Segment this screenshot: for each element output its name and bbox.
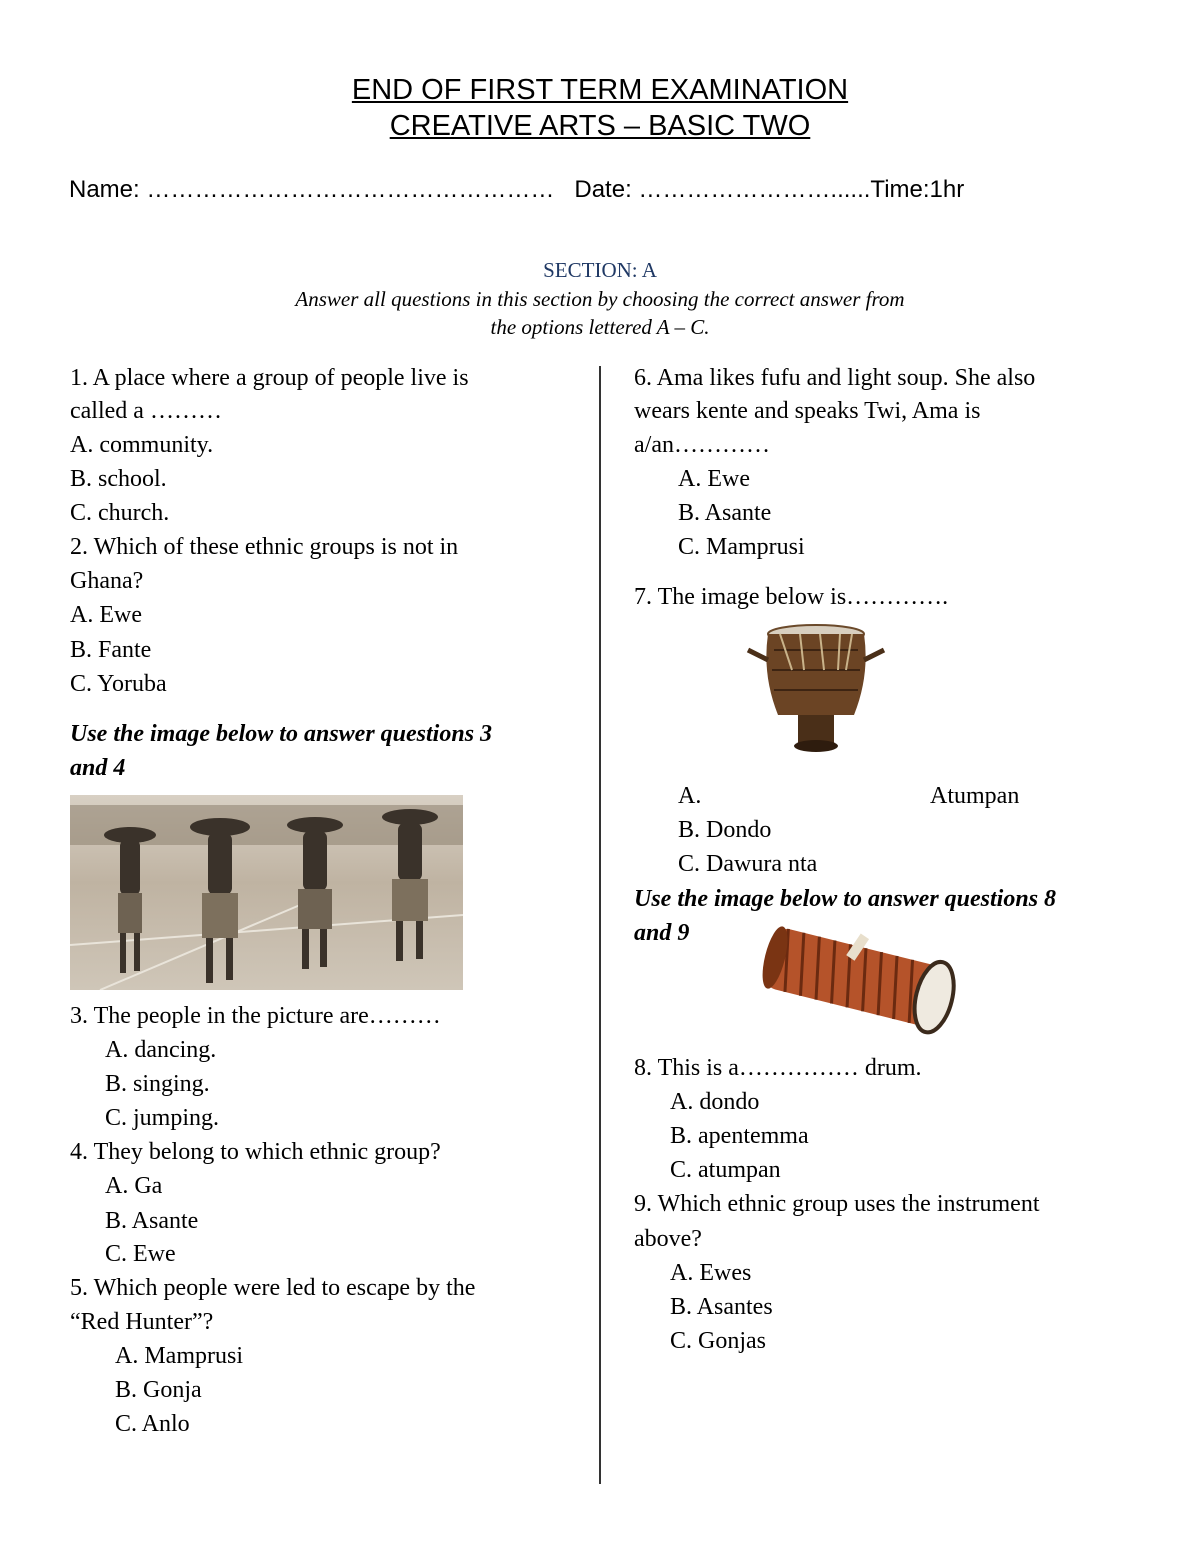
question-text: 5. Which people were led to escape by the xyxy=(70,1275,476,1301)
section-instruction-line1: Answer all questions in this section by choosing the correct answer from xyxy=(295,287,905,311)
option-a: A. Ewe xyxy=(678,466,750,492)
option-a: A. Ewe xyxy=(70,602,142,628)
option-b: B. apentemma xyxy=(670,1123,809,1149)
option-c: C. Gonjas xyxy=(670,1328,766,1354)
column-divider xyxy=(599,366,601,1484)
question-text: called a ……… xyxy=(70,398,222,424)
option-b: B. Dondo xyxy=(678,817,772,843)
option-a: A. Ewes xyxy=(670,1260,752,1286)
section-heading: SECTION: A xyxy=(543,258,657,282)
time-label: Time:1hr xyxy=(870,176,965,203)
image-note-q3-q4: Use the image below to answer questions 3 xyxy=(70,721,493,747)
option-a: A. dondo xyxy=(670,1089,760,1115)
question-text: 2. Which of these ethnic groups is not in xyxy=(70,534,459,560)
option-b: B. singing. xyxy=(105,1071,210,1097)
question-text: 4. They belong to which ethnic group? xyxy=(70,1139,441,1165)
question-text: Ghana? xyxy=(70,568,144,594)
question-text: “Red Hunter”? xyxy=(70,1309,214,1335)
dancers-photo xyxy=(70,795,463,990)
exam-title: END OF FIRST TERM EXAMINATION xyxy=(351,74,849,106)
option-b: B. Asantes xyxy=(670,1294,773,1320)
drum-illustration xyxy=(740,620,895,765)
option-a-letter: A. xyxy=(678,783,702,809)
question-text: 1. A place where a group of people live is xyxy=(70,365,469,391)
option-c: C. Dawura nta xyxy=(678,851,818,877)
question-text: wears kente and speaks Twi, Ama is xyxy=(634,398,981,424)
student-info-line xyxy=(69,176,1149,204)
dondo-drum-image xyxy=(750,925,965,1035)
question-text: 7. The image below is…………. xyxy=(634,584,949,610)
name-field-label: Name: …………………………………………… xyxy=(69,176,555,203)
option-b: B. Asante xyxy=(105,1208,199,1234)
option-c: C. church. xyxy=(70,500,170,526)
option-c: C. jumping. xyxy=(105,1105,220,1131)
option-a: A. Mamprusi xyxy=(115,1343,243,1369)
option-b: B. school. xyxy=(70,466,167,492)
question-text: 9. Which ethnic group uses the instrument xyxy=(634,1191,1040,1217)
option-b: B. Gonja xyxy=(115,1377,202,1403)
question-text: 8. This is a…………… drum. xyxy=(634,1055,922,1081)
option-a: A. Ga xyxy=(105,1173,163,1199)
image-note-q8-q9: Use the image below to answer questions 8 xyxy=(634,886,1057,912)
dancers-illustration xyxy=(70,795,463,990)
question-text: a/an………… xyxy=(634,432,770,458)
option-b: B. Fante xyxy=(70,637,152,663)
option-c: C. Anlo xyxy=(115,1411,190,1437)
section-instruction-line2: the options lettered A – C. xyxy=(490,315,710,339)
image-note-q3-q4-cont: and 4 xyxy=(70,755,126,781)
option-c: C. atumpan xyxy=(670,1157,781,1183)
date-field-label: Date: ……………………...... xyxy=(574,176,871,203)
exam-subject-title: CREATIVE ARTS – BASIC TWO xyxy=(389,110,811,142)
image-note-q8-q9-cont: and 9 xyxy=(634,920,690,946)
atumpan-drum-image xyxy=(740,620,895,765)
question-text: above? xyxy=(634,1226,702,1252)
question-text: 6. Ama likes fufu and light soup. She also xyxy=(634,365,1036,391)
option-a: A. community. xyxy=(70,432,214,458)
option-a-text: Atumpan xyxy=(930,783,1020,809)
option-c: C. Ewe xyxy=(105,1241,176,1267)
option-c: C. Mamprusi xyxy=(678,534,805,560)
question-text: 3. The people in the picture are……… xyxy=(70,1003,441,1029)
talking-drum-illustration xyxy=(750,925,965,1035)
option-b: B. Asante xyxy=(678,500,772,526)
option-c: C. Yoruba xyxy=(70,671,167,697)
option-a: A. dancing. xyxy=(105,1037,217,1063)
